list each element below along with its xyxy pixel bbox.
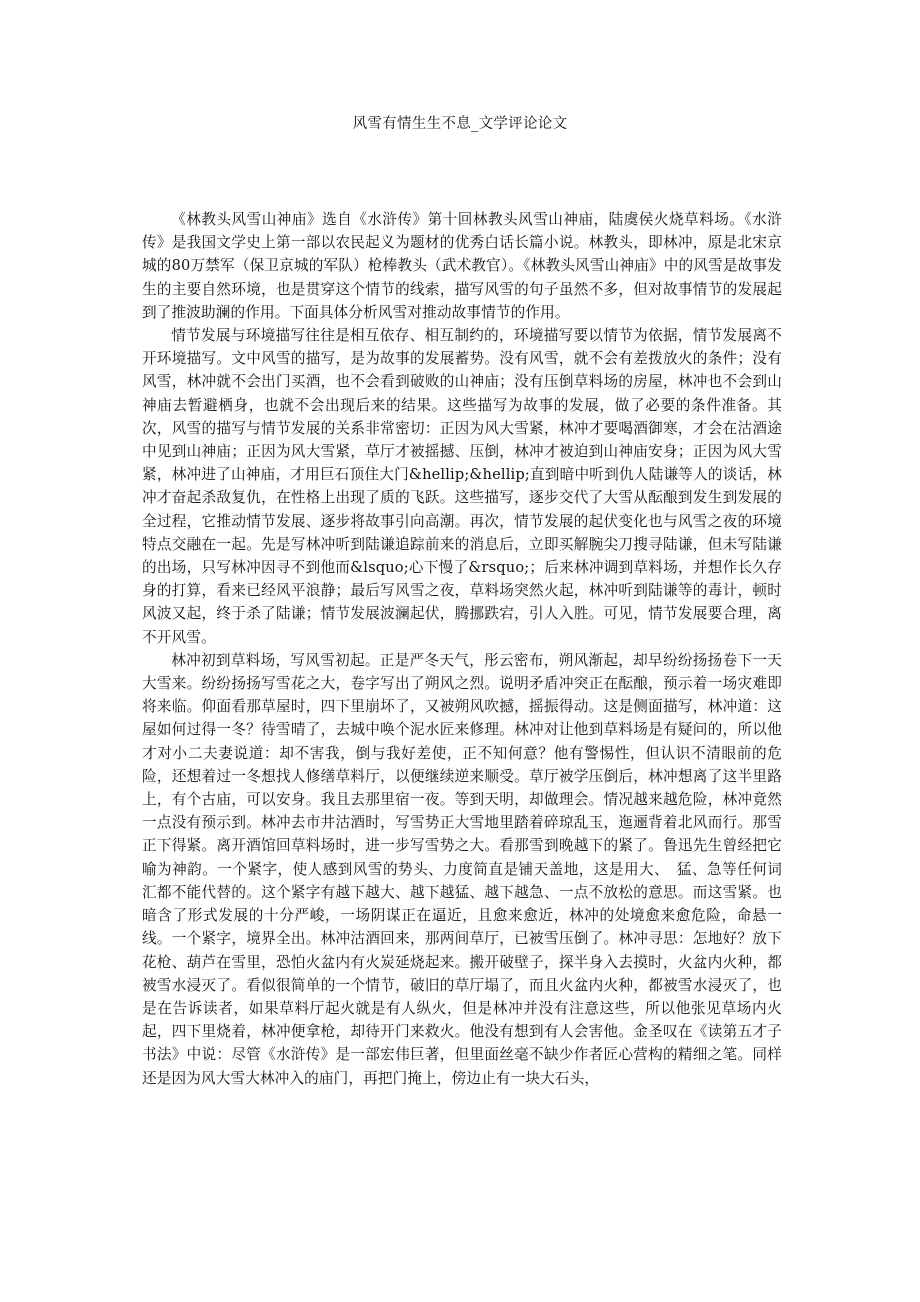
document-body	[142, 208, 782, 1090]
document-title: 风雪有情生生不息_文学评论论文	[352, 116, 568, 132]
paragraph-2: 情节发展与环境描写往往是相互依存、相互制约的，环境描写要以情节为依据，情节发展离不开环境描写。文中风雪的描写，是为故事的发展蓄势。没有风雪，就不会有差拨放火的条件；没有风雪，林冲就不会出门买酒，也不会看到破败的山神庙；没有压倒草料场的房屋，林冲也不会到山神庙去暂避栖身，也就不会出现后来的结果。这些描写为故事的发展，做了必要的条件准备。其次，风雪的描写与情节发展的关系非常密切：正因为风大雪紧，林冲才要喝酒御寒，才会在沽酒途中见到山神庙；正因为风大雪紧，草厅才被摇撼、压倒，林冲才被迫到山神庙安身；正因为风大雪紧，林冲进了山神庙，才用巨石顶住大门&hellip;&hellip;直到暗中听到仇人陆谦等人的谈话，林冲才奋起杀敌复仇，在性格上出现了质的飞跃。这些描写，逐步交代了大雪从酝酿到发生到发展的全过程，它推动情节发展、逐步将故事引向高潮。再次，情节发展的起伏变化也与风雪之夜的环境特点交融在一起。先是写林冲听到陆谦追踪前来的消息后，立即买解腕尖刀搜寻陆谦，但未写陆谦的出场，只写林冲因寻不到他而&lsquo;心下慢了&rsquo;；后来林冲调到草料场，并想作长久存身的打算，看来已经风平浪静；最后写风雪之夜，草料场突然火起，林冲听到陆谦等的毒计，顿时风波又起，终于杀了陆谦；情节发展波澜起伏，腾挪跌宕，引人入胜。可见，情节发展要合理，离不开风雪。	[142, 327, 782, 646]
paragraph-1: 《林教头风雪山神庙》选自《水浒传》第十回林教头风雪山神庙，陆虞侯火烧草料场。《水浒传》是我国文学史上第一部以农民起义为题材的优秀白话长篇小说。林教头，即林冲，原是北宋京城的80万禁军（保卫京城的军队）枪棒教头（武术教官）。《林教头风雪山神庙》中的风雪是故事发生的主要自然环境，也是贯穿这个情节的线索，描写风雪的句子虽然不多，但对故事情节的发展起到了推波助澜的作用。下面具体分析风雪对推动故事情节的作用。	[142, 211, 782, 321]
paragraph-3: 林冲初到草料场，写风雪初起。正是严冬天气，彤云密布，朔风渐起，却早纷纷扬扬卷下一天大雪来。纷纷扬扬写雪花之大，卷字写出了朔风之烈。说明矛盾冲突正在酝酿，预示着一场灾难即将来临。仰面看那草屋时，四下里崩坏了，又被朔风吹撼，摇振得动。这是侧面描写，林冲道：这屋如何过得一冬？待雪晴了，去城中唤个泥水匠来修理。林冲对让他到草料场是有疑问的，所以他才对小二夫妻说道：却不害我，倒与我好差使，正不知何意？他有警惕性，但认识不清眼前的危险，还想着过一冬想找人修缮草料厅，以便继续逆来顺受。草厅被学压倒后，林冲想离了这半里路上，有个古庙，可以安身。我且去那里宿一夜。等到天明，却做理会。情况越来越危险，林冲竟然一点没有预示到。林冲去市井沽酒时，写雪势正大雪地里踏着碎琼乱玉，迤逦背着北风而行。那雪正下得紧。离开酒馆回草料场时，进一步写雪势之大。看那雪到晚越下的紧了。鲁迅先生曾经把它喻为神韵。一个紧字，使人感到风雪的势头、力度简直是铺天盖地，这是用大、 猛、急等任何词汇都不能代替的。这个紧字有越下越大、越下越猛、越下越急、一点不放松的意思。而这雪紧。也暗含了形式发展的十分严峻，一场阴谋正在逼近，且愈来愈近，林冲的处境愈来愈危险，命悬一线。一个紧字，境界全出。林冲沽酒回来，那两间草厅，已被雪压倒了。林冲寻思：怎地好？放下花枪、葫芦在雪里，恐怕火盆内有火炭延烧起来。搬开破壁子，探半身入去摸时，火盆内火种，都被雪水浸灭了。看似很简单的一个情节，破旧的草厅塌了，而且火盆内火种，都被雪水浸灭了，也是在告诉读者，如果草料厅起火就是有人纵火，但是林冲并没有注意这些，所以他张见草场内火起，四下里烧着，林冲便拿枪，却待开门来救火。他没有想到有人会害他。金圣叹在《读第五才子书法》中说：尽管《水浒传》是一部宏伟巨著，但里面丝毫不缺少作者匠心营构的精细之笔。同样还是因为风大雪大林冲入的庙门，再把门掩上，傍边止有一块大石头，	[142, 651, 782, 1087]
